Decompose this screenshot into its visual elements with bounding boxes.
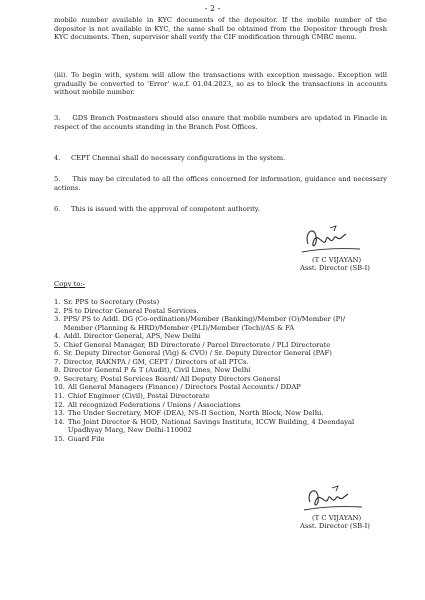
paragraph-6 bbox=[54, 205, 387, 214]
list-item-number: 7. bbox=[54, 357, 61, 366]
handwritten-signature-icon bbox=[300, 222, 370, 256]
list-item-text: Secretary, Postal Services Board/ All Deputy Directors General bbox=[63, 374, 281, 383]
paragraph-6-number: 6. bbox=[54, 205, 61, 213]
copy-to-heading: Copy to:- bbox=[54, 280, 86, 288]
paragraph-iii: (iii). To begin with, system will allow the transactions with exception message. Exception will gradually be converted to 'Error' w.e.f. 01.04.2023, so as to block the transactions in accounts without mobile number. bbox=[54, 71, 387, 97]
list-item-number: 9. bbox=[54, 374, 61, 383]
list-item bbox=[54, 392, 374, 401]
list-item-number: 4. bbox=[54, 332, 61, 341]
list-item-number: 3. bbox=[54, 315, 61, 324]
list-item bbox=[54, 418, 374, 435]
paragraph-4-number: 4. bbox=[54, 154, 61, 162]
list-item-number: 8. bbox=[54, 366, 61, 375]
paragraph-3-number: 3. bbox=[54, 114, 61, 122]
list-item-number: 15. bbox=[54, 434, 65, 443]
list-item-number: 11. bbox=[54, 392, 65, 401]
list-item bbox=[54, 298, 374, 307]
handwritten-signature-icon bbox=[300, 484, 370, 514]
list-item-number: 14. bbox=[54, 417, 65, 426]
signature-block-1 bbox=[300, 222, 410, 272]
paragraph-5 bbox=[54, 175, 387, 192]
list-item bbox=[54, 383, 374, 392]
paragraph-3 bbox=[54, 114, 387, 131]
list-item-number: 2. bbox=[54, 306, 61, 315]
list-item-text: The Under Secretary, MOF (DEA), NS-II Section, North Block, New Delhi. bbox=[67, 409, 324, 418]
paragraph-5-text: This may be circulated to all the offices concerned for information, guidance and necessary actions. bbox=[54, 175, 387, 192]
paragraph-5-number: 5. bbox=[54, 175, 61, 183]
list-item-number: 13. bbox=[54, 409, 65, 418]
paragraph-continuation: mobile number available in KYC documents of the depositor. If the mobile number of the depositor is not available in KYC, the same shall be obtained from the Depositor through fresh KYC documents. Then, supervisor shall verify the CIF modification through CMRC menu. bbox=[54, 16, 387, 42]
list-item bbox=[54, 358, 374, 367]
list-item-number: 1. bbox=[54, 298, 61, 306]
signature-block-2 bbox=[300, 484, 410, 530]
list-item-number: 5. bbox=[54, 340, 61, 349]
signatory-name: (T C VIJAYAN) bbox=[312, 256, 362, 264]
list-item-text: All recognized Federations / Unions / Associations bbox=[67, 400, 241, 409]
list-item bbox=[54, 375, 374, 384]
paragraph-4 bbox=[54, 154, 387, 163]
list-item-text: PPS/ PS to Addl. DG (Co-ordination)/Member (Banking)/Member (O)/Member (P)/ Member (Planning & HRD)/Member (PLI)/Member (Tech)/AS & FA bbox=[63, 315, 346, 332]
list-item-text: PS to Director General Postal Services. bbox=[63, 306, 199, 315]
signatory-title: Asst. Director (SB-I) bbox=[300, 522, 370, 530]
page-number: - 2 - bbox=[204, 4, 221, 13]
list-item-number: 6. bbox=[54, 349, 61, 358]
list-item-number: 12. bbox=[54, 400, 65, 409]
list-item bbox=[54, 341, 374, 350]
list-item bbox=[54, 435, 374, 444]
list-item-text: Sr. Deputy Director General (Vig) & CVO) / Sr. Deputy Director General (PAF) bbox=[63, 349, 332, 358]
signatory-title: Asst. Director (SB-I) bbox=[300, 264, 370, 272]
list-item bbox=[54, 401, 374, 410]
list-item-text: The Joint Director & HOD, National Savings Institute, ICCW Building, 4 Deendayal Upadhyay Marg, New Delhi-110002 bbox=[67, 417, 355, 435]
list-item bbox=[54, 366, 374, 375]
list-item bbox=[54, 409, 374, 418]
list-item-text: Director General P & T (Audit), Civil Lines, New Delhi bbox=[63, 366, 251, 375]
list-item-text: Chief Engineer (Civil), Postal Directorate bbox=[67, 392, 210, 401]
signatory-name: (T C VIJAYAN) bbox=[312, 514, 362, 522]
list-item-text: Director, RAKNPA / GM, CEPT / Directors of all PTCs. bbox=[63, 357, 249, 366]
list-item bbox=[54, 332, 374, 341]
copy-to-list bbox=[54, 298, 374, 443]
list-item bbox=[54, 315, 374, 332]
list-item-number: 10. bbox=[54, 383, 65, 392]
paragraph-3-text: GDS Branch Postmasters should also ensure that mobile numbers are updated in Finacle in respect of the accounts standing in the Branch Post Offices. bbox=[54, 114, 387, 131]
list-item bbox=[54, 307, 374, 316]
list-item-text: Addl. Director General, APS, New Delhi bbox=[63, 332, 201, 341]
paragraph-6-text: This is issued with the approval of competent authority. bbox=[71, 205, 260, 213]
paragraph-4-text: CEPT Chennai shall do necessary configurations in the system. bbox=[71, 154, 286, 162]
list-item-text: Chief General Manager, BD Directorate / Parcel Directorate / PLI Directorate bbox=[63, 340, 331, 349]
list-item-text: Sr. PPS to Secretary (Posts) bbox=[63, 298, 160, 306]
list-item-text: Guard File bbox=[67, 434, 105, 443]
list-item-text: All General Managers (Finance) / Directors Postal Accounts / DDAP bbox=[67, 383, 301, 392]
list-item bbox=[54, 349, 374, 358]
